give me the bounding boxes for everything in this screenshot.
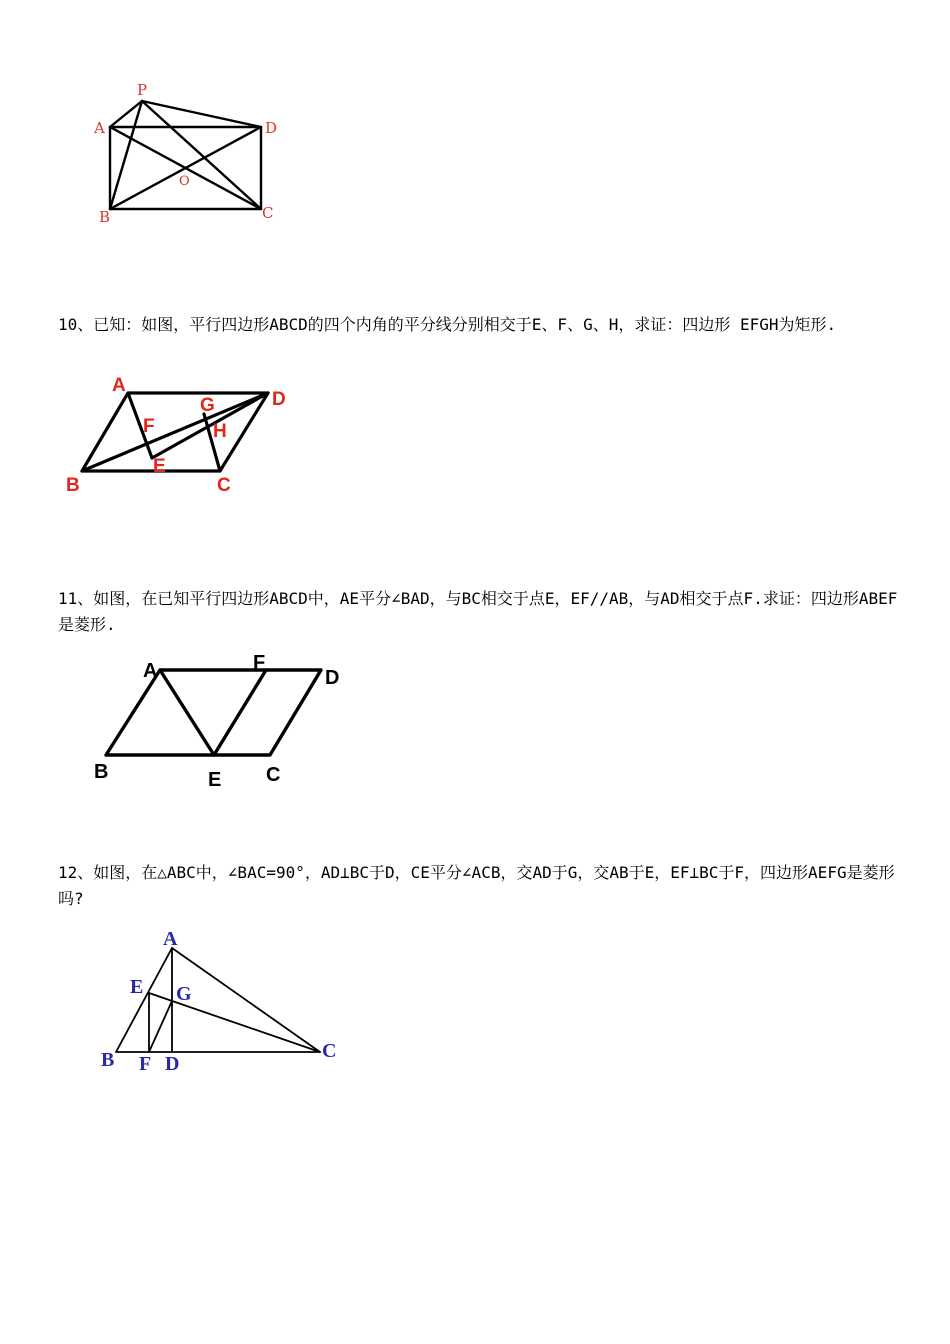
label-a: A xyxy=(163,928,178,950)
label-o: O xyxy=(179,174,190,189)
label-b: B xyxy=(101,1049,115,1071)
label-c: C xyxy=(262,204,274,222)
label-c: C xyxy=(322,1040,337,1062)
label-c: C xyxy=(217,475,231,496)
label-e: E xyxy=(130,976,144,998)
figure-11-rhombus-diagram xyxy=(88,648,348,793)
label-p: P xyxy=(137,81,148,99)
segment-ef xyxy=(214,670,266,755)
label-e: E xyxy=(153,456,166,477)
bisector-from-b xyxy=(82,393,268,471)
label-d: D xyxy=(165,1053,180,1075)
problem-10-text: 10、已知：如图，平行四边形ABCD的四个内角的平分线分别相交于E、F、G、H，求证：四边形 EFGH为矩形. xyxy=(58,315,837,334)
label-c: C xyxy=(266,764,281,786)
label-a: A xyxy=(94,119,105,137)
label-f: F xyxy=(139,1053,152,1075)
figure-9-rectangle-diagram xyxy=(90,78,290,228)
bisector-ce xyxy=(149,993,320,1052)
label-a: A xyxy=(112,375,126,396)
label-h: H xyxy=(213,421,227,442)
figure-10-parallelogram-diagram xyxy=(60,370,300,495)
parallelogram-abcd xyxy=(106,670,321,755)
label-f: F xyxy=(253,652,266,674)
label-g: G xyxy=(200,395,215,416)
label-g: G xyxy=(176,983,192,1005)
problem-12-text: 12、如图，在△ABC中，∠BAC=90°，AD⊥BC于D，CE平分∠ACB，交AD于G，交AB于E，EF⊥BC于F，四边形AEFG是菱形吗? xyxy=(58,863,895,908)
label-b: B xyxy=(66,475,80,496)
segment-pd xyxy=(142,101,261,127)
label-d: D xyxy=(265,119,278,137)
problem-11-text: 11、如图，在已知平行四边形ABCD中，AE平分∠BAD，与BC相交于点E，EF//AB，与AD相交于点F.求证：四边形ABEF是菱形. xyxy=(58,589,898,634)
label-e: E xyxy=(208,769,222,791)
label-f: F xyxy=(143,416,155,437)
label-d: D xyxy=(272,389,286,410)
label-d: D xyxy=(325,667,340,689)
figure-12-triangle-diagram xyxy=(95,922,345,1077)
label-a: A xyxy=(143,660,158,682)
segment-fg xyxy=(149,1001,172,1052)
segment-ae xyxy=(160,670,214,755)
triangle-abc xyxy=(116,948,320,1052)
segment-pb xyxy=(110,101,142,209)
label-b: B xyxy=(99,208,111,226)
label-b: B xyxy=(94,761,109,783)
